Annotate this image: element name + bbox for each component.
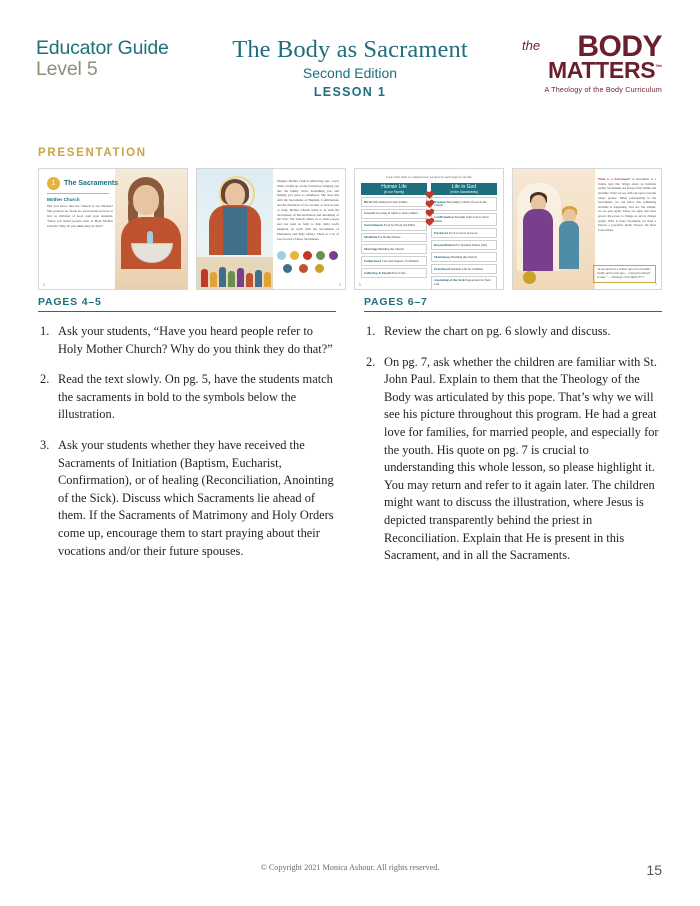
table-row: Confirmation Strength from God to Serve Others — [431, 213, 497, 227]
educator-guide-line1: Educator Guide — [36, 37, 169, 59]
thumbnail-page-5 — [196, 168, 346, 290]
body-matters-logo — [516, 30, 664, 94]
table-row: Anointing of the Sick Preparation for Next Life — [431, 276, 497, 290]
list-item: Ask your students whether they have received the Sacraments of Initiation (Baptism, Eucharist, Confirmation), or of healing (Reconciliation, Anointing of the Sick). Discuss which Sacraments lie ahead of them. If the Sacraments of Matrimony and Holy Orders come up, encourage them to start praying about their vocations and/or their future spouses. — [58, 438, 334, 558]
page6-col1-sub: (in our Family) — [383, 189, 405, 194]
section-label-presentation: PRESENTATION — [38, 147, 147, 159]
page5-illustration — [197, 169, 273, 290]
spread-thumbnails — [38, 168, 662, 290]
table-row: Priesthood Spiritual Life for Children — [431, 264, 497, 274]
edition-label: Second Edition — [302, 65, 398, 82]
pages-label-4-5: PAGES 4–5 — [38, 296, 336, 312]
logo-tagline: A Theology of the Body Curriculum — [544, 84, 662, 94]
heart-icon — [425, 201, 432, 208]
table-row: Reconciliation For Spiritual Illness (Sin) — [431, 240, 497, 250]
heart-icon — [425, 192, 432, 199]
table-row: Growth Growing in Spirit to Serve Others — [361, 209, 427, 219]
pages-label-6-7: PAGES 6–7 — [364, 296, 662, 312]
steps-list-6-7 — [364, 323, 662, 565]
lesson-label: LESSON 1 — [313, 85, 387, 100]
page4-rule — [47, 193, 109, 194]
page4-body-text: Did you know that the Church is our Mother? She protects us, feeds us, and teaches us how to live as children of God. Ask your students, "Have you heard people refer to Holy Mother Church? Why do you think they do that?" — [47, 204, 113, 228]
page5-sacrament-symbols — [277, 251, 339, 279]
list-item: Ask your students, “Have you heard people refer to Holy Mother Church? Why do you think they do that?” — [58, 324, 333, 356]
table-row: Birth Welcoming Into Our Family — [361, 197, 427, 207]
page-header — [36, 30, 664, 112]
heart-icons — [425, 189, 433, 229]
educator-guide-line2: Level 5 — [36, 57, 98, 80]
heart-icon — [425, 210, 432, 217]
jp2-seal-icon — [523, 271, 536, 284]
lesson-number-badge: 1 — [47, 177, 60, 190]
page7-folio: 7 — [655, 282, 657, 287]
logo-the: the — [522, 38, 541, 53]
page7-body-text — [598, 177, 656, 233]
page-title: The Body as Sacrament — [232, 36, 468, 63]
page6-col1-header — [361, 183, 427, 195]
page6-col2-header — [431, 183, 497, 195]
table-row: Medicine For Bodily Illness — [361, 233, 427, 243]
page7-quote: "A sacrament is a visible sign of an invisible reality, and in this sign — God gives himself to man." — Theology of the Body, 87:5 — [593, 265, 656, 283]
copyright-notice: © Copyright 2021 Monica Ashour. All rights reserved. — [260, 863, 440, 872]
column-pages-4-5 — [38, 296, 336, 573]
page5-folio: 5 — [339, 282, 341, 287]
thumbnail-page-7 — [512, 168, 662, 290]
page4-illustration — [115, 169, 187, 290]
list-item: Read the text slowly. On pg. 5, have the students match the sacraments in bold to the symbols below the illustration. — [58, 372, 333, 422]
table-row: Fatherhood Care and Support of Children — [361, 256, 427, 266]
thumbnail-page-6 — [354, 168, 504, 290]
page4-subtitle: Mother Church — [47, 197, 80, 202]
page-number: 15 — [646, 862, 662, 878]
steps-list-4-5 — [38, 323, 336, 560]
heart-icon — [425, 219, 432, 226]
list-item: On pg. 7, ask whether the children are familiar with St. John Paul. Explain to them that the Theology of the Body was articulated by this pope. That’s why we will see his picture throughout this program. He had a great love for families, for married people, and especially for the youth. His quote on pg. 7 is crucial to understanding this whole lesson, so please highlight it. You may return and refer to it again later. The children might want to discuss the illustration, where Jesus is depicted transparently behind the priest in Reconciliation. Explain that He is present in this Sacrament, and in all the Sacraments. — [384, 354, 659, 563]
page7-heading: What is a Sacrament? — [598, 177, 631, 181]
page6-col2-sub: (in the Sacraments) — [450, 189, 478, 194]
column-pages-6-7 — [364, 296, 662, 578]
page6-intro: Look at the chart to compare how we grow in each stage of our life. — [385, 175, 473, 179]
logo-matters — [516, 56, 664, 83]
page7-paragraph: A Sacrament is a visible sign that brings about an invisible reality. Sacraments are always both visible and invisible. What we see with our eyes is not the whole picture. When participating in the Sacraments, we can know that something invisible is happening. You are, but remain, we are part again. There are signs that have power: the power to change us and to change reality. What is every Sacrament, we meet a Person, a powerful, divine Person. We meet Jesus Christ. — [598, 177, 656, 233]
page6-column-human-life — [361, 183, 427, 273]
logo-body: BODY — [577, 30, 662, 63]
page4-title: The Sacraments — [64, 180, 119, 187]
page6-column-life-in-god — [431, 183, 497, 287]
table-row: Matrimony Building the Church — [431, 252, 497, 262]
table-row: Eucharist Food to Grow in Grace — [431, 228, 497, 238]
logo-matters-word: MATTERS — [547, 56, 656, 83]
page4-heading-row — [47, 177, 118, 190]
page4-folio: 4 — [43, 282, 45, 287]
table-row: Baptism Becoming a Child of God in the Church — [431, 197, 497, 211]
table-row: Suffering & Death End of Life — [361, 268, 427, 278]
page6-col1-title: Human Life — [381, 184, 407, 190]
page6-col2-title: Life in God — [451, 184, 477, 190]
page6-folio: 6 — [359, 282, 361, 287]
table-row: Marriage Building the Church — [361, 244, 427, 254]
thumbnail-page-4 — [38, 168, 188, 290]
list-item: Review the chart on pg. 6 slowly and discuss. — [384, 324, 611, 338]
logo-trademark: ™ — [655, 64, 662, 72]
table-row: Nourishment Food for Body and Mind — [361, 221, 427, 231]
page5-body-text: Imagine Mother Church embracing you, a new child, resting up on the font-head, bringing you into the family circle, nourishing you, and helping you grow to adulthood. She does this with the Sacraments of Baptism, Confirmation, and the Eucharist. If we are hurt or sick in soul or body, Mother Church tends to us with the Sacraments of Reconciliation and Anointing of the Sick. The Church unites us to other people and can send us forth to help build God's kingdom on earth with the Sacraments of Matrimony and Holy Orders. There is a lot of love in each of these Sacraments. — [277, 179, 339, 241]
